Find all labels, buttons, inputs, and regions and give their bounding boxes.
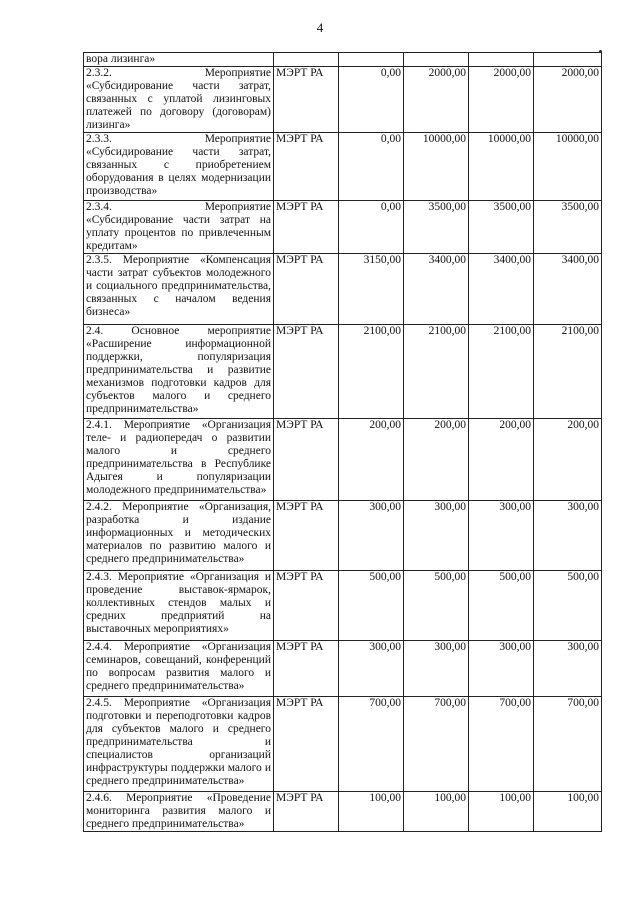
- funding-value-year-3: 3400,00: [469, 254, 534, 325]
- table-row: [84, 641, 602, 697]
- measure-description: 2.3.2. Мероприятие «Субсидирование части затрат, связанных с уплатой лизинговых платежей по договору (договорам) лизинга»: [84, 67, 274, 133]
- table-row: [84, 501, 602, 571]
- funding-value-year-4: 300,00: [534, 501, 602, 571]
- executor-cell: МЭРТ РА: [274, 501, 339, 571]
- funding-value-year-1: 100,00: [339, 792, 404, 832]
- table-row: [84, 53, 602, 67]
- executor-cell: МЭРТ РА: [274, 201, 339, 254]
- measure-description: 2.4.1. Мероприятие «Организация теле- и радиопередач о развитии малого и среднего предпринимательства в Республике Адыгея и популяризации молодежного предпринимательства»: [84, 419, 274, 501]
- funding-value-year-4: 10000,00: [534, 133, 602, 201]
- funding-value-year-4: 700,00: [534, 697, 602, 792]
- measure-description: 2.3.3. Мероприятие «Субсидирование части затрат, связанных с приобретением оборудования в целях модернизации производства»: [84, 133, 274, 201]
- funding-value-year-2: 10000,00: [404, 133, 469, 201]
- executor-cell: [274, 53, 339, 67]
- funding-value-year-1: 0,00: [339, 201, 404, 254]
- funding-value-year-2: 100,00: [404, 792, 469, 832]
- funding-value-year-3: 300,00: [469, 641, 534, 697]
- funding-value-year-3: 3500,00: [469, 201, 534, 254]
- table-row: [84, 325, 602, 419]
- funding-value-year-4: 2000,00: [534, 67, 602, 133]
- funding-value-year-1: 0,00: [339, 67, 404, 133]
- table-row: [84, 201, 602, 254]
- funding-value-year-3: [469, 53, 534, 67]
- measure-description: 2.4.4. Мероприятие «Организация семинаров, совещаний, конференций по вопросам развития малого и среднего предпринимательства»: [84, 641, 274, 697]
- funding-value-year-4: 500,00: [534, 571, 602, 641]
- table-row: [84, 133, 602, 201]
- funding-value-year-4: 2100,00: [534, 325, 602, 419]
- funding-value-year-2: 3500,00: [404, 201, 469, 254]
- funding-value-year-1: [339, 53, 404, 67]
- page-number: 4: [316, 20, 324, 35]
- funding-value-year-1: 300,00: [339, 501, 404, 571]
- funding-value-year-2: 300,00: [404, 501, 469, 571]
- funding-value-year-3: 500,00: [469, 571, 534, 641]
- measure-description: 2.4.5. Мероприятие «Организация подготовки и переподготовки кадров для субъектов малого и среднего предпринимательства и специалистов организаций инфраструктуры поддержки малого и среднего предпринимательства»: [84, 697, 274, 792]
- executor-cell: МЭРТ РА: [274, 133, 339, 201]
- measure-description: 2.3.5. Мероприятие «Компенсация части затрат субъектов молодежного и социального предпринимательства, связанных с началом ведения бизнеса»: [84, 254, 274, 325]
- funding-value-year-1: 700,00: [339, 697, 404, 792]
- executor-cell: МЭРТ РА: [274, 67, 339, 133]
- funding-value-year-4: 3400,00: [534, 254, 602, 325]
- executor-cell: МЭРТ РА: [274, 419, 339, 501]
- funding-value-year-2: 2000,00: [404, 67, 469, 133]
- table-row: [84, 419, 602, 501]
- table-row: [84, 67, 602, 133]
- program-table-body: [84, 53, 602, 832]
- funding-value-year-3: 300,00: [469, 501, 534, 571]
- funding-value-year-1: 300,00: [339, 641, 404, 697]
- funding-value-year-3: 10000,00: [469, 133, 534, 201]
- funding-value-year-4: [534, 53, 602, 67]
- funding-value-year-3: 2100,00: [469, 325, 534, 419]
- funding-value-year-4: 300,00: [534, 641, 602, 697]
- measure-description: 2.4.2. Мероприятие «Организация, разработка и издание информационных и методических материалов по развитию малого и среднего предпринимательства»: [84, 501, 274, 571]
- funding-value-year-4: 100,00: [534, 792, 602, 832]
- measure-description: 2.4.6. Мероприятие «Проведение мониторинга развития малого и среднего предпринимательства»: [84, 792, 274, 832]
- funding-value-year-1: 3150,00: [339, 254, 404, 325]
- executor-cell: МЭРТ РА: [274, 571, 339, 641]
- funding-value-year-4: 3500,00: [534, 201, 602, 254]
- funding-value-year-2: 500,00: [404, 571, 469, 641]
- funding-value-year-2: 200,00: [404, 419, 469, 501]
- funding-value-year-4: 200,00: [534, 419, 602, 501]
- funding-value-year-3: 2000,00: [469, 67, 534, 133]
- funding-value-year-1: 2100,00: [339, 325, 404, 419]
- measure-description: 2.4.3. Мероприятие «Организация и проведение выставок-ярмарок, коллективных стендов малых и средних предприятий на выставочных мероприятиях»: [84, 571, 274, 641]
- table-row: [84, 254, 602, 325]
- funding-value-year-2: 3400,00: [404, 254, 469, 325]
- funding-value-year-3: 200,00: [469, 419, 534, 501]
- executor-cell: МЭРТ РА: [274, 697, 339, 792]
- table-row: [84, 571, 602, 641]
- program-table: [83, 52, 602, 832]
- funding-value-year-3: 700,00: [469, 697, 534, 792]
- executor-cell: МЭРТ РА: [274, 792, 339, 832]
- measure-description: вора лизинга»: [84, 53, 274, 67]
- funding-value-year-1: 500,00: [339, 571, 404, 641]
- measure-description: 2.4. Основное мероприятие «Расширение информационной поддержки, популяризация предпринимательства и развитие механизмов подготовки кадров для субъектов малого и среднего предпринимательства»: [84, 325, 274, 419]
- executor-cell: МЭРТ РА: [274, 641, 339, 697]
- executor-cell: МЭРТ РА: [274, 325, 339, 419]
- measure-description: 2.3.4. Мероприятие «Субсидирование части затрат на уплату процентов по привлеченным кредитам»: [84, 201, 274, 254]
- funding-value-year-1: 0,00: [339, 133, 404, 201]
- funding-value-year-3: 100,00: [469, 792, 534, 832]
- funding-value-year-2: 2100,00: [404, 325, 469, 419]
- funding-value-year-1: 200,00: [339, 419, 404, 501]
- table-row: [84, 697, 602, 792]
- funding-value-year-2: 300,00: [404, 641, 469, 697]
- executor-cell: МЭРТ РА: [274, 254, 339, 325]
- funding-value-year-2: [404, 53, 469, 67]
- table-row: [84, 792, 602, 832]
- funding-value-year-2: 700,00: [404, 697, 469, 792]
